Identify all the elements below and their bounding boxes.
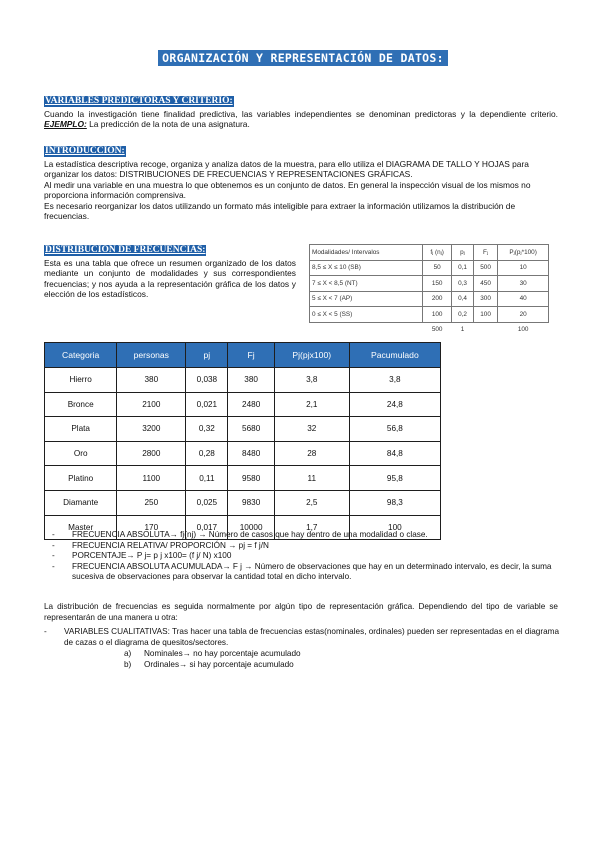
small-table-cell: 200 [423, 291, 452, 307]
big-table-row [45, 490, 441, 515]
small-table-header: fⱼ (nⱼ) [423, 245, 452, 261]
big-table-cell: 0,017 [186, 515, 228, 540]
small-table-cell: 8,5 ≤ X ≤ 10 (SB) [310, 260, 423, 276]
list-item: - FRECUENCIA ABSOLUTA→ fj(nj) → Número de casos que hay dentro de una modalidad o clase. [52, 530, 562, 541]
big-table-cell: Diamante [45, 490, 117, 515]
definition-text: PORCENTAJE→ P j= p j x100= (f j/ N) x100 [72, 551, 232, 561]
big-table-header-row [45, 343, 441, 368]
big-table-header: Fj [228, 343, 274, 368]
small-table-total: 500 [431, 326, 443, 334]
big-table-cell: 3,8 [349, 368, 440, 393]
big-table-header: Categoria [45, 343, 117, 368]
big-table-cell: 1100 [117, 466, 186, 491]
closing-paragraph: La distribución de frecuencias es seguida normalmente por algún tipo de representación gráfica. Dependiendo del tipo de variable se representarán de una manera u otra: [44, 602, 558, 622]
small-table-totals-row [310, 322, 549, 337]
big-table-cell: Plata [45, 417, 117, 442]
big-table-cell: 32 [274, 417, 349, 442]
variables-text: Cuando la investigación tiene finalidad predictiva, las variables independientes se denominan predictoras y la dependiente criterio. [44, 109, 558, 119]
page-title: ORGANIZACIÓN Y REPRESENTACIÓN DE DATOS: [158, 50, 448, 66]
big-table-cell: 5680 [228, 417, 274, 442]
small-table-total: 1 [460, 326, 465, 334]
small-table-cell: 150 [423, 276, 452, 292]
list-item: - PORCENTAJE→ P j= p j x100= (f j/ N) x100 [52, 551, 562, 562]
small-table-cell: 7 ≤ X < 8,5 (NT) [310, 276, 423, 292]
big-table-cell: 9830 [228, 490, 274, 515]
definition-text: FRECUENCIA ABSOLUTA→ fj(nj) → Número de casos que hay dentro de una modalidad o clase. [72, 530, 428, 539]
small-table-total [310, 322, 423, 337]
sub-text: Nominales→ no hay porcentaje acumulado [144, 649, 301, 658]
small-table-cell: 300 [473, 291, 497, 307]
list-item: - FRECUENCIA ABSOLUTA ACUMULADA→ F j → Número de observaciones que hay en un determinado intervalo, es decir, la suma sucesiva de observaciones para observar la cantidad total en dicho intervalo. [52, 562, 562, 583]
small-table-cell: 100 [423, 307, 452, 323]
big-table-header: Pj(pjx100) [274, 343, 349, 368]
big-table-cell: 2,5 [274, 490, 349, 515]
big-table-cell: Oro [45, 441, 117, 466]
small-table-cell: 0,4 [452, 291, 474, 307]
big-table-cell: 2480 [228, 392, 274, 417]
definition-text: FRECUENCIA ABSOLUTA ACUMULADA→ F j → Número de observaciones que hay en un determinado intervalo, es decir, la suma sucesiva de observaciones para observar la cantidad total en dicho intervalo. [72, 561, 552, 582]
big-table-cell: 170 [117, 515, 186, 540]
big-table-row [45, 466, 441, 491]
big-table-row [45, 441, 441, 466]
big-table-cell: 11 [274, 466, 349, 491]
big-table-cell: 2,1 [274, 392, 349, 417]
big-table-cell: Platino [45, 466, 117, 491]
big-table-cell: 0,11 [186, 466, 228, 491]
small-table-row [310, 307, 549, 323]
category-frequency-table [44, 342, 441, 540]
definitions-list [52, 530, 562, 583]
big-table-cell: 380 [117, 368, 186, 393]
small-table-cell: 0 ≤ X < 5 (SS) [310, 307, 423, 323]
sub-marker: a) [124, 649, 132, 658]
small-table-row [310, 260, 549, 276]
list-item [124, 660, 301, 671]
big-table-cell: 98,3 [349, 490, 440, 515]
small-frequency-table [309, 244, 549, 337]
intro-paragraphs [44, 159, 558, 221]
small-table-header: Fⱼ [473, 245, 497, 261]
big-table-cell: 9580 [228, 466, 274, 491]
list-item: - VARIABLES CUALITATIVAS: Tras hacer una tabla de frecuencias estas(nominales, ordinales) pueden ser representadas en el diagrama de cazas o el diagrama de quesitos/sectores. [44, 627, 559, 647]
intro-p2: Al medir una variable en una muestra lo que obtenemos es un conjunto de datos. En general la inspección visual de los mismos no proporciona información comprensiva. [44, 179, 531, 201]
intro-p1: La estadística descriptiva recoge, organiza y analiza datos de la muestra, para ello utiliza el DIAGRAMA DE TALLO Y HOJAS para organizar los datos: DISTRIBUCIONES DE FRECUENCIAS Y REPRESENTACIONES GRÁFICAS. [44, 159, 529, 180]
big-table-cell: 24,8 [349, 392, 440, 417]
small-table-header: Pⱼ(pⱼ*100) [498, 245, 549, 261]
small-table-header: Modalidades/ Intervalos [310, 245, 423, 261]
big-table-row [45, 417, 441, 442]
big-table-cell: 0,038 [186, 368, 228, 393]
big-table-cell: 28 [274, 441, 349, 466]
small-table-cell: 100 [473, 307, 497, 323]
big-table-cell: Bronce [45, 392, 117, 417]
small-table-cell: 5 ≤ X < 7 (AP) [310, 291, 423, 307]
big-table-cell: 3200 [117, 417, 186, 442]
big-table-header: Pacumulado [349, 343, 440, 368]
small-table-row [310, 291, 549, 307]
big-table-header: personas [117, 343, 186, 368]
section-heading-intro: INTRODUCCIÓN: [45, 146, 125, 156]
variables-paragraph [44, 109, 558, 130]
small-table-cell: 50 [423, 260, 452, 276]
small-table-cell: 40 [498, 291, 549, 307]
big-table-cell: 0,28 [186, 441, 228, 466]
section-heading-variables: VARIABLES PREDICTORAS Y CRITERIO: [45, 96, 233, 106]
big-table-cell: 2100 [117, 392, 186, 417]
section-heading-distribution: DISTRIBUCIÓN DE FRECUENCIAS: [45, 245, 206, 255]
definition-text: FRECUENCIA RELATIVA/ PROPORCIÓN → pj = f j/N [72, 540, 269, 550]
big-table-cell: 100 [349, 515, 440, 540]
example-text: La predicción de la nota de una asignatura. [86, 119, 250, 130]
sub-list [124, 649, 301, 670]
big-table-cell: 380 [228, 368, 274, 393]
small-table-cell: 0,3 [452, 276, 474, 292]
small-table-cell: 0,1 [452, 260, 474, 276]
big-table-cell: Master [45, 515, 117, 540]
example-label: EJEMPLO: [44, 119, 87, 130]
variable-types-list [44, 627, 560, 648]
small-table-row [310, 276, 549, 292]
big-table-cell: 250 [117, 490, 186, 515]
small-table-cell: 10 [498, 260, 549, 276]
big-table-cell: 56,8 [349, 417, 440, 442]
list-item [124, 649, 301, 660]
intro-p3: Es necesario reorganizar los datos utilizando un formato más inteligible para extraer la información utilizamos la distribución de frecuencias. [44, 200, 516, 222]
big-table-cell: 95,8 [349, 466, 440, 491]
small-table-total: 100 [517, 326, 529, 334]
big-table-header: pj [186, 343, 228, 368]
big-table-row [45, 392, 441, 417]
small-table-cell: 20 [498, 307, 549, 323]
sub-text: Ordinales→ si hay porcentaje acumulado [144, 659, 294, 669]
big-table-cell: 8480 [228, 441, 274, 466]
big-table-cell: 0,021 [186, 392, 228, 417]
small-table-header: pⱼ [452, 245, 474, 261]
small-table-cell: 450 [473, 276, 497, 292]
big-table-row [45, 368, 441, 393]
big-table-cell: 1,7 [274, 515, 349, 540]
distribution-text: Esta es una tabla que ofrece un resumen organizado de los datos mediante un conjunto de modalidades y sus correspondientes frecuencias; y nos ayuda a la representación gráfica de los datos y elección de los estadísticos. [44, 258, 296, 300]
small-table-cell: 0,2 [452, 307, 474, 323]
big-table-cell: 84,8 [349, 441, 440, 466]
big-table-cell: 10000 [228, 515, 274, 540]
big-table-cell: 0,025 [186, 490, 228, 515]
big-table-cell: 2800 [117, 441, 186, 466]
bullet-text: VARIABLES CUALITATIVAS: Tras hacer una tabla de frecuencias estas(nominales, ordinales) pueden ser representadas en el diagrama de cazas o el diagrama de quesitos/sectores. [64, 627, 559, 647]
list-item: - FRECUENCIA RELATIVA/ PROPORCIÓN → pj = f j/N [52, 541, 562, 552]
big-table-cell: Hierro [45, 368, 117, 393]
small-table-total [473, 322, 497, 337]
big-table-cell: 3,8 [274, 368, 349, 393]
big-table-cell: 0,32 [186, 417, 228, 442]
small-table-cell: 30 [498, 276, 549, 292]
small-table-header-row [310, 245, 549, 261]
sub-marker: b) [124, 659, 132, 669]
small-table-cell: 500 [473, 260, 497, 276]
